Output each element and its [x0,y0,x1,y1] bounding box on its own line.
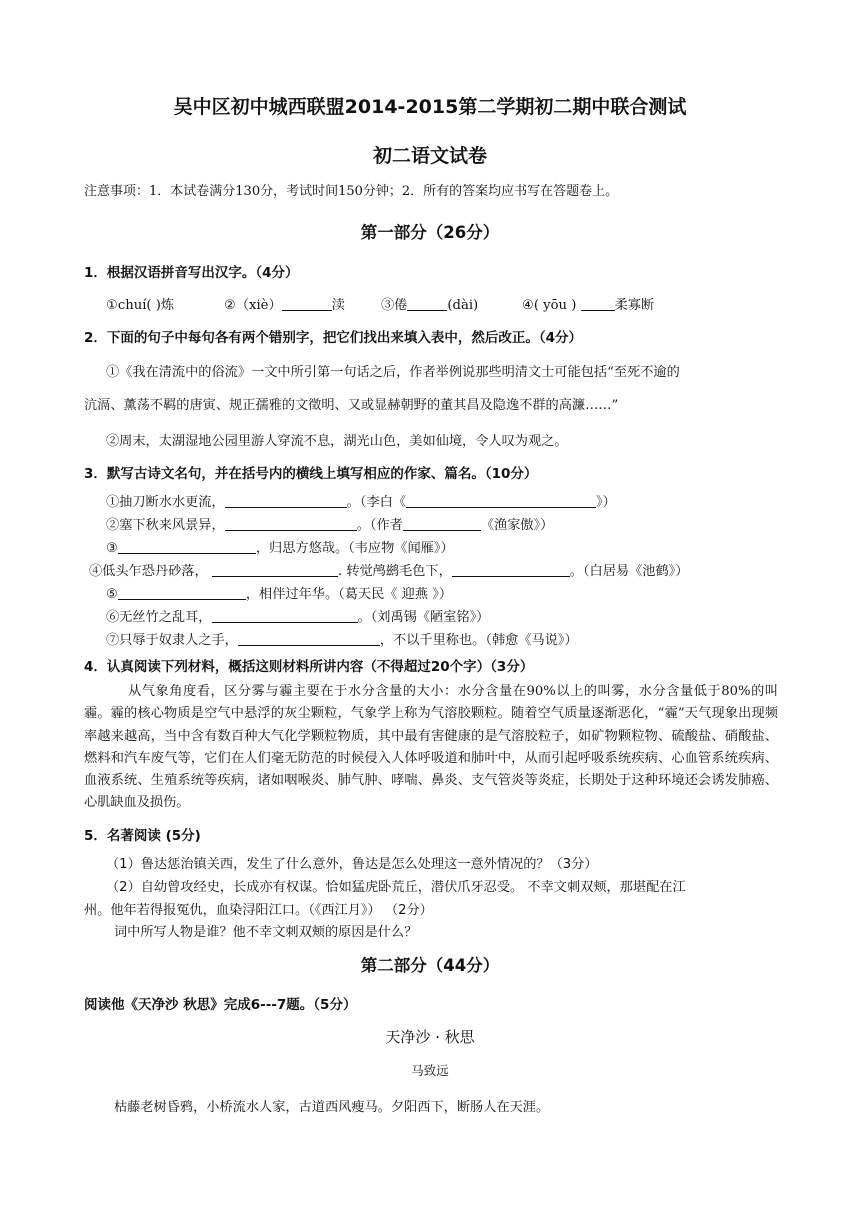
exam-notice: 注意事项：1．本试卷满分130分，考试时间150分钟；2．所有的答案均应书写在答题卷上。 [84,184,619,199]
q1-item-1: ①chuí( )炼 [106,298,175,313]
poem-author: 马致远 [411,1063,449,1078]
q3-line-3-text: ，归思方悠哉。（韦应物《闻雁》） [255,541,454,556]
part1-heading: 第一部分（26分） [360,223,500,242]
q3-blank-3[interactable] [118,539,256,554]
poem-title: 天净沙 · 秋思 [385,1028,475,1046]
q3-line-7-source: ，不以千里称也。（韩愈《马说》） [379,633,578,648]
q3-title: 3．默写古诗文名句，并在括号内的横线上填写相应的作家、篇名。（10分） [84,466,538,482]
exam-subtitle: 初二语文试卷 [372,145,487,167]
q1-item-3-prefix: ③倦 [381,298,408,313]
q4-passage: 从气象角度看，区分雾与霾主要在于水分含量的大小：水分含量在90%以上的叫雾，水分含量低于80%的叫霾。霾的核心物质是空气中悬浮的灰尘颗粒，气象学上称为气溶胶颗粒。随着空气质量逐渐恶化，“霾”天气现象出现频率越来越高，当中含有数百种大气化学颗粒物质，其中最有害健康的是气溶胶粒子，如矿物颗粒物、硫酸盐、硝酸盐、燃料和汽车废气等，它们在人们毫无防范的时候侵入人体呼吸道和肺叶中，从而引起呼吸系统疾病、心血管系统疾病、血液系统、生殖系统等疾病，诸如咽喉炎、肺气肿、哮喘、鼻炎、支气管炎等炎症，长期处于这种环境还会诱发肺癌、心肌缺血及损伤。 [84,684,778,811]
q1-item-3-pinyin: (dài) [447,298,479,313]
q3-line-2-source: 。（作者 [356,518,403,533]
q2-sentence-2: ②周末，太湖湿地公园里游人穿流不息，湖光山色，美如仙境，令人叹为观之。 [106,434,568,449]
q3-blank-4a[interactable] [212,562,338,577]
q3-line-1-close: 》） [596,495,616,510]
q3-line-5-text: ，相伴过年华。（葛天民《 迎燕 》） [245,587,453,602]
q3-blank-2-author[interactable] [403,516,481,531]
q3-line-1-text: ①抽刀断水水更流， [106,495,225,510]
exam-title: 吴中区初中城西联盟2014-2015第二学期初二期中联合测试 [173,96,687,118]
q1-item-4-pinyin: ④( yōu ) [522,298,577,313]
q3-line-7-text: ⑦只辱于奴隶人之手， [106,633,238,648]
q1-blank-3[interactable] [407,296,447,311]
q1-item-3 [381,294,478,313]
q3-line-5 [106,583,452,602]
q2-title: 2．下面的句子中每句各有两个错别字，把它们找出来填入表中，然后改正。（4分） [84,330,583,346]
q5-sub-2-question: 词中所写人物是谁？他不幸文刺双颊的原因是什么？ [114,925,418,940]
q1-blank-4[interactable] [581,296,615,311]
q4-title: 4．认真阅读下列材料，概括这则材料所讲内容（不得超过20个字）（3分） [84,659,534,675]
q3-blank-7[interactable] [238,631,380,646]
q3-line-7 [106,629,578,648]
q3-line-4-text: ④低头乍恐丹砂落， [89,564,208,579]
q3-line-6-source: 。（刘禹锡《陋室铭》） [357,610,490,625]
q1-blank-2[interactable] [282,296,332,311]
q3-line-2-text: ②塞下秋来风景异， [106,518,225,533]
q3-line-3 [106,537,454,556]
q3-blank-2[interactable] [225,516,357,531]
q3-line-5-num: ⑤ [106,587,118,602]
q3-blank-1[interactable] [225,493,347,508]
q3-line-3-num: ③ [106,541,118,556]
q1-item-2-suffix: 渎 [331,298,345,313]
q3-line-6 [106,606,489,625]
q1-title: 1．根据汉语拼音写出汉字。（4分） [84,265,299,281]
q3-line-4 [89,560,688,579]
q5-sub-2-line-2: 州。他年若得报冤仇，血染浔阳江口。（《西江月》） （2分） [84,903,433,918]
poem-text: 枯藤老树昏鸦，小桥流水人家，古道西风瘦马。夕阳西下，断肠人在天涯。 [114,1100,550,1115]
q3-line-4-mid: . 转觉鸬鹚毛色下， [337,564,452,579]
q5-sub-2-line-1: （2）自幼曾攻经史，长成亦有权谋。恰如猛虎卧荒丘，潜伏爪牙忍受。 不幸文刺双颊，那堪配在江 [106,880,686,895]
q1-item-2-pinyin: ②（xiè） [224,298,282,313]
q3-blank-6[interactable] [212,608,358,623]
q3-blank-4b[interactable] [452,562,570,577]
q1-item-2 [224,294,345,313]
q3-line-2-close: 《渔家傲》） [480,518,554,533]
q3-line-6-text: ⑥无丝竹之乱耳， [106,610,212,625]
q3-line-1 [106,491,616,510]
q3-line-4-source: 。（白居易《池鹤》） [569,564,689,579]
q3-line-2 [106,514,553,533]
q2-sentence-1-line-2: 沆滆、薰荡不羁的唐寅、规正孺雅的文徵明、又或显赫朝野的董其昌及隐逸不群的高濂……” [84,398,619,413]
q3-blank-5[interactable] [118,585,246,600]
q2-sentence-1-line-1: ①《我在清流中的俗流》一文中所引第一句话之后，作者举例说那些明清文士可能包括“至死不逾的 [106,365,680,380]
q1-item-4-suffix: 柔寡断 [614,298,655,313]
q1-item-4 [522,294,654,313]
q5-sub-1: （1）鲁达惩治镇关西，发生了什么意外，鲁达是怎么处理这一意外情况的？（3分） [106,857,598,872]
part2-heading: 第二部分（44分） [360,956,500,975]
part2-intro: 阅读他《天净沙 秋思》完成6---7题。（5分） [84,997,357,1013]
q3-line-1-source: 。（李白《 [346,495,407,510]
q3-blank-1-title[interactable] [406,493,596,508]
q5-title: 5．名著阅读 (5分) [84,828,201,844]
